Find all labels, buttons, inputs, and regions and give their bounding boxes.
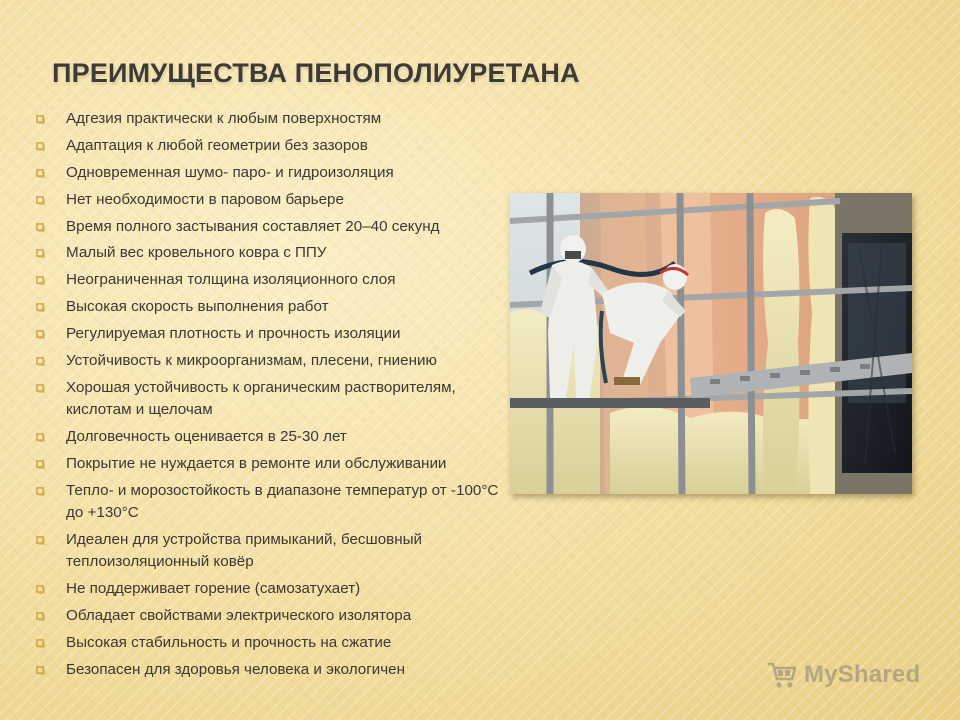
shopping-cart-icon <box>766 660 798 690</box>
bullet-item <box>36 189 506 211</box>
hollow-square-bullet-icon <box>36 666 45 675</box>
watermark-text: MyShared <box>804 661 921 688</box>
bullet-item <box>36 296 506 318</box>
bullet-item <box>36 632 506 654</box>
bullet-item <box>36 323 506 345</box>
hollow-square-bullet-icon <box>36 303 45 312</box>
hollow-square-bullet-icon <box>36 169 45 178</box>
bullet-text: Время полного застывания составляет 20–40 секунд <box>66 217 440 235</box>
bullet-text: Одновременная шумо- паро- и гидроизоляция <box>66 163 394 181</box>
slide-title: ПРЕИМУЩЕСТВА ПЕНОПОЛИУРЕТАНА <box>52 58 580 88</box>
bullet-item <box>36 269 506 291</box>
hollow-square-bullet-icon <box>36 460 45 469</box>
hollow-square-bullet-icon <box>36 249 45 258</box>
bullet-text: Хорошая устойчивость к органическим растворителям, кислотам и щелочам <box>66 378 456 419</box>
hollow-square-bullet-icon <box>36 115 45 124</box>
bullet-text: Долговечность оценивается в 25-30 лет <box>66 428 347 446</box>
bullet-text: Тепло- и морозостойкость в диапазоне температур от -100°С до +130°С <box>66 481 499 522</box>
bullet-item <box>36 216 506 238</box>
bullet-item <box>36 529 506 574</box>
hollow-square-bullet-icon <box>36 384 45 393</box>
bullet-text: Устойчивость к микроорганизмам, плесени, гниению <box>66 352 437 370</box>
bullet-item <box>36 453 506 475</box>
bullet-item <box>36 605 506 627</box>
bullet-text: Адаптация к любой геометрии без зазоров <box>66 136 368 154</box>
bullet-text: Высокая скорость выполнения работ <box>66 298 329 316</box>
bullet-item <box>36 426 506 448</box>
bullet-text: Нет необходимости в паровом барьере <box>66 190 344 208</box>
bullet-item <box>36 578 506 600</box>
bullet-text: Малый вес кровельного ковра с ППУ <box>66 244 327 262</box>
bullet-item <box>36 135 506 157</box>
bullet-text: Идеален для устройства примыканий, бесшовный теплоизоляционный ковёр <box>66 531 423 571</box>
hollow-square-bullet-icon <box>36 357 45 366</box>
workers-spraying-foam-insulation-photo <box>510 193 912 494</box>
bullet-text: Регулируемая плотность и прочность изоляции <box>66 325 401 343</box>
hollow-square-bullet-icon <box>36 433 45 442</box>
bullet-item <box>36 242 506 264</box>
bullet-item <box>36 377 506 422</box>
bullet-text: Высокая стабильность и прочность на сжатие <box>66 634 392 652</box>
bullet-text: Не поддерживает горение (самозатухает) <box>66 580 361 598</box>
bullet-item <box>36 108 506 130</box>
bullet-item <box>36 480 506 525</box>
hollow-square-bullet-icon <box>36 196 45 205</box>
hollow-square-bullet-icon <box>36 330 45 339</box>
bullet-item <box>36 350 506 372</box>
bullet-text: Адгезия практически к любым поверхностям <box>66 110 382 127</box>
hollow-square-bullet-icon <box>36 585 45 594</box>
myshared-watermark <box>766 656 936 694</box>
bullet-text: Неограниченная толщина изоляционного слоя <box>66 271 396 289</box>
bullet-text: Покрытие не нуждается в ремонте или обслуживании <box>66 454 447 472</box>
hollow-square-bullet-icon <box>36 142 45 151</box>
hollow-square-bullet-icon <box>36 276 45 285</box>
bullet-text: Безопасен для здоровья человека и экологичен <box>66 660 406 678</box>
hollow-square-bullet-icon <box>36 536 45 545</box>
advantages-list <box>36 108 506 686</box>
bullet-item <box>36 659 506 681</box>
bullet-item <box>36 162 506 184</box>
hollow-square-bullet-icon <box>36 487 45 496</box>
hollow-square-bullet-icon <box>36 223 45 232</box>
bullet-text: Обладает свойствами электрического изолятора <box>66 607 412 625</box>
hollow-square-bullet-icon <box>36 612 45 621</box>
hollow-square-bullet-icon <box>36 639 45 648</box>
